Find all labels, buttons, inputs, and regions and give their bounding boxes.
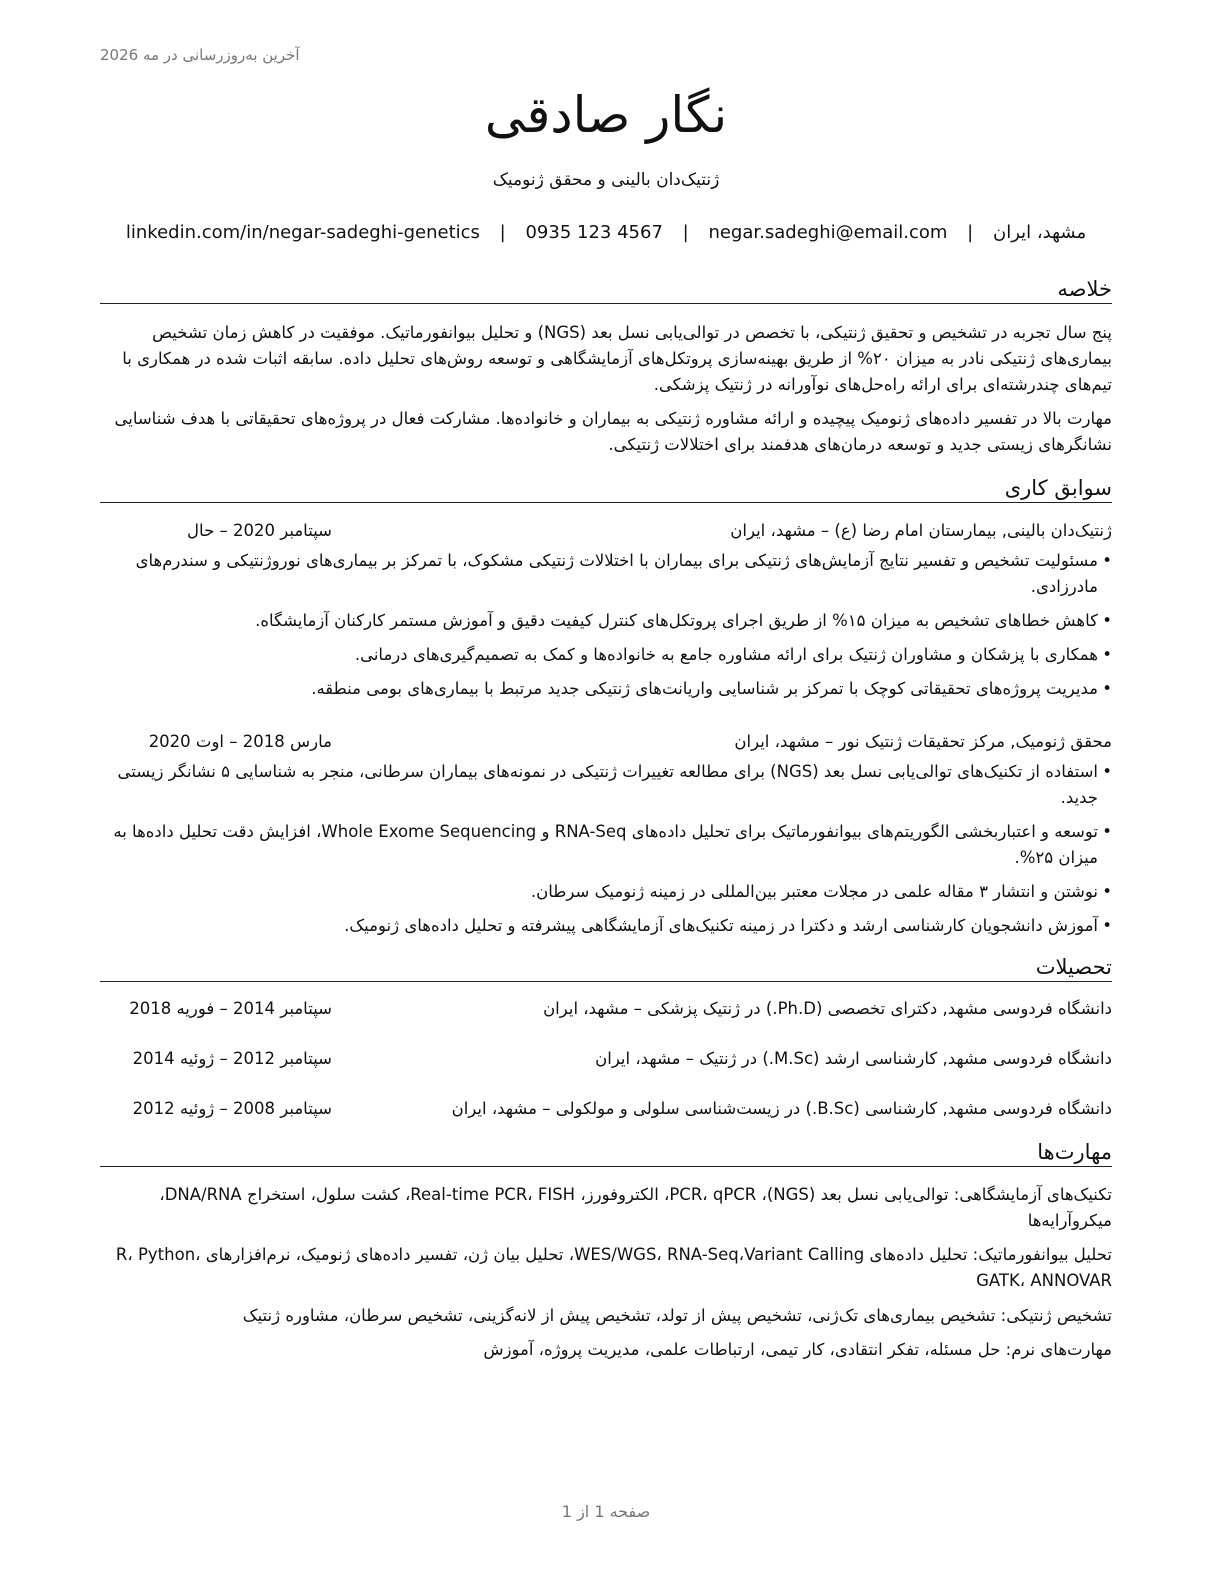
- resume-page: [100, 0, 1112, 1584]
- skills-line: تکنیک‌های آزمایشگاهی: توالی‌یابی نسل بعد (NGS)، PCR، qPCR، الکتروفورز، Real-time PCR، FISH، کشت سلول، استخراج DNA/RNA، میکروآرایه‌ها: [159, 1185, 1112, 1230]
- job-bullet: • کاهش خطاهای تشخیص به میزان ۱۵% از طریق اجرای پروتکل‌های کنترل کیفیت دقیق و آموزش مستمر کارکنان آزمایشگاه.: [100, 608, 1112, 634]
- job-bullet: • آموزش دانشجویان کارشناسی ارشد و دکترا در زمینه تکنیک‌های آزمایشگاهی پیشرفته و تحلیل داده‌های ژنومیک.: [100, 913, 1112, 939]
- job-bullet: • مدیریت پروژه‌های تحقیقاتی کوچک با تمرکز بر شناسایی واریانت‌های ژنتیکی جدید مرتبط با بیماری‌های بومی منطقه.: [100, 676, 1112, 702]
- skills-line: تشخیص ژنتیکی: تشخیص بیماری‌های تک‌ژنی، تشخیص پیش از تولد، تشخیص پیش از لانه‌گزینی، تشخیص سرطان، مشاوره ژنتیک: [242, 1306, 1112, 1325]
- job-bullet: • استفاده از تکنیک‌های توالی‌یابی نسل بعد (NGS) برای مطالعه تغییرات ژنتیکی در نمونه‌های بیماران سرطانی، منجر به شناسایی ۵ نشانگر زیستی جدید.: [100, 759, 1112, 811]
- job-bullets: [100, 759, 1112, 947]
- last-updated: آخرین به‌روزرسانی در مه 2026: [100, 46, 300, 64]
- education-item: [100, 1096, 1112, 1122]
- summary-paragraph: پنج سال تجربه در تشخیص و تحقیق ژنتیکی، با تخصص در توالی‌یابی نسل بعد (NGS) و تحلیل بیوانفورماتیک. موفقیت در کاهش زمان تشخیص بیماری‌های ژنتیکی نادر به میزان ۲۰% از طریق بهینه‌سازی پروتکل‌های آزمایشگاهی و توسعه روش‌های تحلیل داده. سابقه اثبات شده در همکاری با تیم‌های چندرشته‌ای برای ارائه راه‌حل‌های نوآورانه در ژنتیک پزشکی.: [122, 323, 1112, 394]
- education-item: [100, 1046, 1112, 1072]
- job-bullets: [100, 548, 1112, 710]
- job-dates: سپتامبر 2020 – حال: [187, 521, 332, 540]
- contact-phone[interactable]: 0935 123 4567: [525, 222, 663, 243]
- education-title: دانشگاه فردوسی مشهد, کارشناسی (B.Sc.) در زیست‌شناسی سلولی و مولکولی – مشهد، ایران: [451, 1099, 1112, 1118]
- candidate-name: نگار صادقی: [484, 86, 728, 144]
- education-dates: سپتامبر 2012 – ژوئیه 2014: [132, 1049, 332, 1068]
- skills-heading: مهارت‌ها: [100, 1139, 1112, 1167]
- education-dates: سپتامبر 2014 – فوریه 2018: [129, 999, 332, 1018]
- summary-heading: خلاصه: [100, 276, 1112, 304]
- job-bullet: • نوشتن و انتشار ۳ مقاله علمی در مجلات معتبر بین‌المللی در زمینه ژنومیک سرطان.: [100, 879, 1112, 905]
- skills-line: تحلیل بیوانفورماتیک: تحلیل داده‌های WES/WGS، RNA-Seq،Variant Calling، تحلیل بیان ژن، تفسیر داده‌های ژنومیک، نرم‌افزارهای R، Python، GATK، ANNOVAR: [115, 1245, 1112, 1290]
- job-dates: مارس 2018 – اوت 2020: [148, 732, 332, 751]
- candidate-title: ژنتیک‌دان بالینی و محقق ژنومیک: [492, 170, 720, 190]
- job-bullet: • توسعه و اعتباربخشی الگوریتم‌های بیوانفورماتیک برای تحلیل داده‌های RNA-Seq و Whole Exome Sequencing، افزایش دقت تحلیل داده‌ها به میزان ۲۵%.: [100, 819, 1112, 871]
- education-heading: تحصیلات: [100, 954, 1112, 982]
- summary-paragraph: مهارت بالا در تفسیر داده‌های ژنومیک پیچیده و ارائه مشاوره ژنتیکی به بیماران و خانواده‌ها. مشارکت فعال در پروژه‌های تحقیقاتی با هدف شناسایی نشانگرهای زیستی جدید و توسعه درمان‌های هدفمند برای اختلالات ژنتیکی.: [114, 409, 1112, 454]
- contact-line: [100, 222, 1112, 243]
- skills-line: مهارت‌های نرم: حل مسئله، تفکر انتقادی، کار تیمی، ارتباطات علمی، مدیریت پروژه، آموزش: [483, 1340, 1112, 1359]
- job-title: محقق ژنومیک, مرکز تحقیقات ژنتیک نور – مشهد، ایران: [734, 732, 1112, 751]
- job-header: [100, 518, 1112, 544]
- job-bullet: • مسئولیت تشخیص و تفسیر نتایج آزمایش‌های ژنتیکی برای بیماران با اختلالات ژنتیکی مشکوک، با تمرکز بر بیماری‌های نوروژنتیکی و سندرم‌های مادرزادی.: [100, 548, 1112, 600]
- education-item: [100, 996, 1112, 1022]
- contact-email[interactable]: negar.sadeghi@email.com: [708, 222, 948, 243]
- contact-location: مشهد، ایران: [992, 222, 1087, 243]
- job-header: [100, 729, 1112, 755]
- job-bullet: • همکاری با پزشکان و مشاوران ژنتیک برای ارائه مشاوره جامع به خانواده‌ها و کمک به تصمیم‌گیری‌های درمانی.: [100, 642, 1112, 668]
- education-title: دانشگاه فردوسی مشهد, دکترای تخصصی (Ph.D.) در ژنتیک پزشکی – مشهد، ایران: [543, 999, 1112, 1018]
- contact-linkedin[interactable]: linkedin.com/in/negar-sadeghi-genetics: [125, 222, 480, 243]
- contact-separator: |: [499, 222, 506, 243]
- education-dates: سپتامبر 2008 – ژوئیه 2012: [132, 1099, 332, 1118]
- experience-heading: سوابق کاری: [100, 475, 1112, 503]
- page-number: صفحه 1 از 1: [561, 1502, 651, 1521]
- contact-separator: |: [967, 222, 974, 243]
- education-title: دانشگاه فردوسی مشهد, کارشناسی ارشد (M.Sc.) در ژنتیک – مشهد، ایران: [595, 1049, 1112, 1068]
- job-title: ژنتیک‌دان بالینی, بیمارستان امام رضا (ع) – مشهد، ایران: [730, 521, 1112, 540]
- contact-separator: |: [682, 222, 689, 243]
